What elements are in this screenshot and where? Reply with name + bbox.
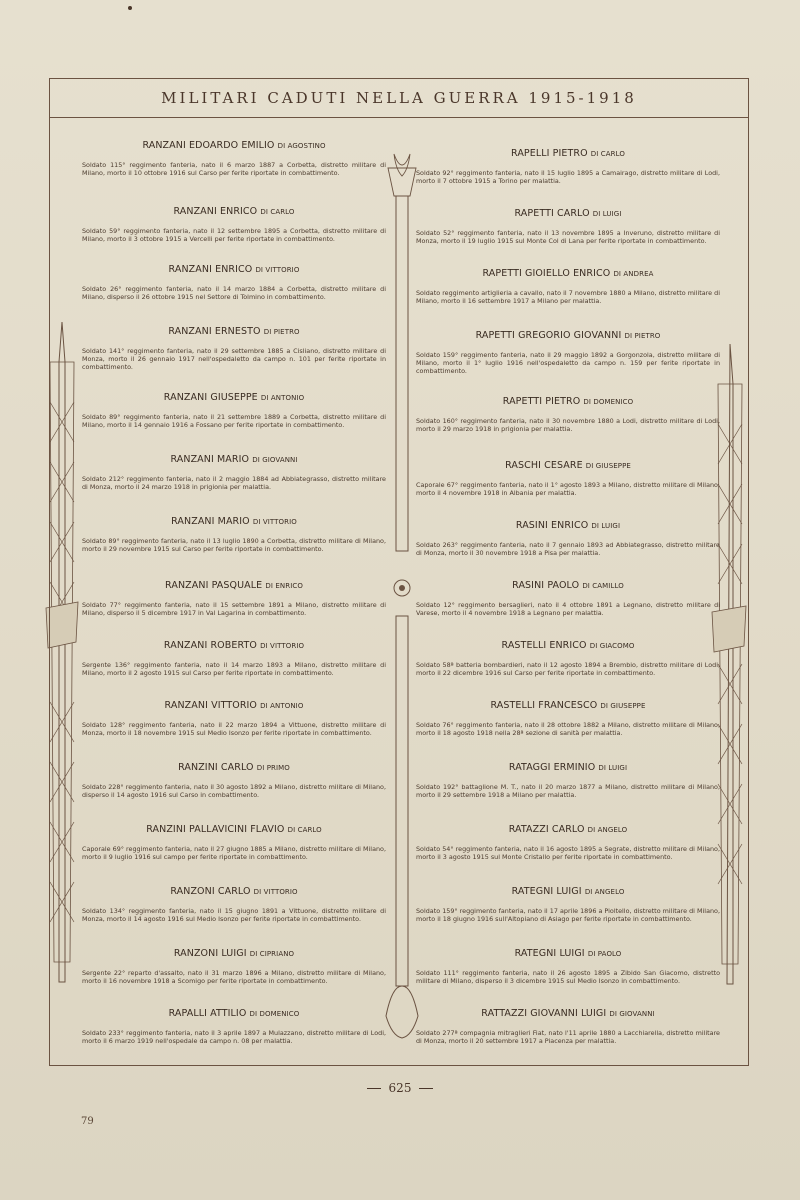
casualty-entry [82,580,386,617]
casualty-entry [416,948,720,985]
casualty-record: Sergente 22° reparto d'assalto, nato il 31 marzo 1896 a Milano, distretto militare di Milano, morto il 16 novembre 1918 a Scomigo per ferite riportate in combattimento. [82,969,386,985]
casualty-record: Soldato 233° reggimento fanteria, nato il 3 aprile 1897 a Mulazzano, distretto militare di Lodi, morto il 6 marzo 1919 nell'ospedale da campo n. 08 per malattia. [82,1029,386,1045]
father-text: DI GIACOMO [589,642,635,650]
name-text: RANZANI MARIO [170,454,250,465]
father-text: DI ANTONIO [260,394,305,402]
casualty-name [82,516,386,527]
casualty-name [416,824,720,835]
casualty-record: Soldato 12° reggimento bersaglieri, nato il 4 ottobre 1891 a Legnano, distretto militare di Varese, morto il 4 novembre 1918 a Legnano per malattia. [416,601,720,617]
father-text: DI GIUSEPPE [600,702,646,710]
casualty-name [416,580,720,591]
casualty-name [416,640,720,651]
name-text: RANZANI GIUSEPPE [163,392,258,403]
casualty-entry [416,520,720,557]
casualty-name [82,640,386,651]
casualty-entry [416,886,720,923]
name-text: RASTELLI FRANCESCO [490,700,598,711]
casualty-record: Soldato 159° reggimento fanteria, nato il 29 maggio 1892 a Gorgonzola, distretto militare di Milano, morto il 1° luglio 1916 nell'ospedaletto da campo n. 159 per ferite riportate in combattimento. [416,351,720,375]
father-text: DI LUIGI [598,764,628,772]
name-text: RATEGNI LUIGI [514,948,585,959]
father-text: DI ANTONIO [260,702,304,710]
casualty-name [416,948,720,959]
father-text: DI CARLO [287,826,322,834]
casualty-record: Soldato 76° reggimento fanteria, nato il 28 ottobre 1882 a Milano, distretto militare di Milano, morto il 18 agosto 1918 nella 28ª sezione di sanità per malattia. [416,721,720,737]
name-text: RAPETTI PIETRO [502,396,581,407]
father-text: DI CAMILLO [582,582,624,590]
father-text: DI GIOVANNI [252,456,298,464]
father-text: DI CARLO [590,150,625,158]
father-text: DI VITTORIO [252,518,297,526]
folio-number: 79 [81,1116,94,1127]
casualty-entry [82,326,386,371]
name-text: RANZANI EDOARDO EMILIO [142,140,275,151]
casualty-record: Soldato 277ª compagnia mitraglieri Fiat, nato l'11 aprile 1880 a Lacchiarella, distretto militare di Monza, morto il 20 settembre 1917 a Piacenza per malattia. [416,1029,720,1045]
name-text: RAPETTI CARLO [514,208,590,219]
father-text: DI PAOLO [587,950,622,958]
casualty-name [416,700,720,711]
casualty-entry [82,762,386,799]
casualty-record: Soldato 92° reggimento fanteria, nato il 15 luglio 1895 a Camairago, distretto militare di Lodi, morto il 7 ottobre 1915 a Torino per malattia. [416,169,720,185]
casualty-entry [82,1008,386,1045]
casualty-name [82,886,386,897]
name-text: RANZANI ROBERTO [163,640,257,651]
casualty-name [82,140,386,151]
casualty-name [416,268,720,279]
casualty-entry [416,640,720,677]
casualty-entry [416,762,720,799]
casualty-record: Soldato 77° reggimento fanteria, nato il 15 settembre 1891 a Milano, distretto militare di Milano, disperso il 5 dicembre 1917 in Val Lagarina in combattimento. [82,601,386,617]
casualty-record: Soldato 160° reggimento fanteria, nato il 30 novembre 1880 a Lodi, distretto militare di Lodi, morto il 29 marzo 1918 in prigionia per malattia. [416,417,720,433]
casualty-record: Soldato 89° reggimento fanteria, nato il 21 settembre 1889 a Corbetta, distretto militare di Milano, morto il 14 gennaio 1916 a Fossano per ferite riportate in combattimento. [82,413,386,429]
casualty-entry [82,140,386,177]
casualty-entry [82,640,386,677]
casualty-record: Soldato 26° reggimento fanteria, nato il 14 marzo 1884 a Corbetta, distretto militare di Milano, disperso il 26 ottobre 1915 nel Settore di Tolmino in combattimento. [82,285,386,301]
casualty-entry [416,268,720,305]
casualty-entry [82,264,386,301]
name-text: RANZANI MARIO [171,516,250,527]
father-text: DI ENRICO [265,582,303,590]
name-text: RAPELLI PIETRO [511,148,588,159]
casualty-entry [416,1008,720,1045]
name-text: RANZINI CARLO [178,762,254,773]
father-text: DI PIETRO [263,328,300,336]
father-text: DI CIPRIANO [249,950,295,958]
casualty-entry [82,948,386,985]
casualty-record: Caporale 69° reggimento fanteria, nato il 27 giugno 1885 a Milano, distretto militare di Milano, morto il 9 luglio 1916 sul campo per ferite riportate in combattimento. [82,845,386,861]
name-text: RATTAZZI GIOVANNI LUIGI [481,1008,607,1019]
father-text: DI GIUSEPPE [585,462,631,470]
casualty-record: Soldato 59° reggimento fanteria, nato il 12 settembre 1895 a Corbetta, distretto militare di Milano, morto il 3 ottobre 1915 a Vercelli per ferite riportate in combattimento. [82,227,386,243]
ink-speck [128,6,132,10]
father-text: DI VITTORIO [253,888,298,896]
casualty-entry [416,148,720,185]
name-text: RANZANI ENRICO [168,264,253,275]
father-text: DI LUIGI [591,522,621,530]
casualty-name [82,206,386,217]
casualty-entry [82,206,386,243]
father-text: DI GIOVANNI [609,1010,655,1018]
casualty-entry [416,580,720,617]
father-text: DI VITTORIO [255,266,300,274]
name-text: RAPETTI GREGORIO GIOVANNI [475,330,622,341]
casualty-entry [82,392,386,429]
casualty-name [82,700,386,711]
casualty-record: Soldato 58ª batteria bombardieri, nato il 12 agosto 1894 a Brembio, distretto militare di Lodi, morto il 22 dicembre 1916 sul Carso per ferite riportate in combattimento. [416,661,720,677]
father-text: DI DOMENICO [583,398,634,406]
casualty-name [416,460,720,471]
name-text: RAPETTI GIOIELLO ENRICO [482,268,611,279]
casualty-entry [416,330,720,375]
casualty-entry [416,396,720,433]
page-number-line [0,1081,800,1095]
casualty-entry [82,886,386,923]
name-text: RATEGNI LUIGI [511,886,582,897]
casualty-record: Soldato 89° reggimento fanteria, nato il 13 luglio 1890 a Corbetta, distretto militare di Milano, morto il 29 novembre 1915 sul Carso per ferite riportate in combattimento. [82,537,386,553]
casualty-record: Soldato 192° battaglione M. T., nato il 20 marzo 1877 a Milano, distretto militare di Milano, morto il 29 settembre 1918 a Milano per malattia. [416,783,720,799]
father-text: DI CARLO [260,208,295,216]
title-bar [50,79,748,118]
casualty-name [416,886,720,897]
casualty-record: Soldato 134° reggimento fanteria, nato il 15 giugno 1891 a Vittuone, distretto militare di Monza, morto il 14 agosto 1916 sul Medio Isonzo per ferite riportate in combattimento. [82,907,386,923]
name-text: RANZINI PALLAVICINI FLAVIO [146,824,285,835]
dash-left [367,1088,381,1089]
casualty-name [416,208,720,219]
casualty-name [82,762,386,773]
casualty-name [82,580,386,591]
father-text: DI VITTORIO [260,642,305,650]
casualty-name [416,396,720,407]
casualty-name [82,326,386,337]
name-text: RANZANI ENRICO [173,206,258,217]
casualty-entry [82,824,386,861]
father-text: DI PIETRO [624,332,661,340]
casualty-record: Caporale 67° reggimento fanteria, nato il 1° agosto 1893 a Milano, distretto militare di Milano, morto il 4 novembre 1918 in Albania per malattia. [416,481,720,497]
name-text: RANZONI CARLO [170,886,251,897]
casualty-entry [416,208,720,245]
father-text: DI AGOSTINO [277,142,326,150]
casualty-entry [416,700,720,737]
name-text: RATAGGI ERMINIO [508,762,596,773]
casualty-name [416,520,720,531]
casualty-name [82,392,386,403]
casualty-record: Soldato reggimento artiglieria a cavallo, nato il 7 novembre 1880 a Milano, distretto militare di Milano, morto il 16 settembre 1917 a Milano per malattia. [416,289,720,305]
casualty-record: Soldato 141° reggimento fanteria, nato il 29 settembre 1885 a Cisliano, distretto militare di Monza, morto il 26 gennaio 1917 nell'ospedaletto da campo n. 101 per ferite riportate in combattimento. [82,347,386,371]
name-text: RASINI PAOLO [512,580,580,591]
name-text: RASINI ENRICO [515,520,589,531]
casualty-name [82,264,386,275]
casualty-entry [82,516,386,553]
casualty-name [416,762,720,773]
father-text: DI LUIGI [592,210,622,218]
name-text: RASCHI CESARE [505,460,583,471]
name-text: RANZONI LUIGI [173,948,247,959]
page-title: MILITARI CADUTI NELLA GUERRA 1915-1918 [161,89,637,107]
dash-right [419,1088,433,1089]
casualty-record: Soldato 228° reggimento fanteria, nato il 30 agosto 1892 a Milano, distretto militare di Milano, disperso il 14 agosto 1916 sul Carso in combattimento. [82,783,386,799]
casualty-name [416,330,720,341]
name-text: RATAZZI CARLO [508,824,585,835]
casualty-name [416,1008,720,1019]
casualty-entry [82,700,386,737]
casualty-record: Soldato 159° reggimento fanteria, nato il 17 aprile 1896 a Pioltello, distretto militare di Milano, morto il 18 giugno 1916 sull'Altopiano di Asiago per ferite riportate in combattimento. [416,907,720,923]
father-text: DI DOMENICO [249,1010,300,1018]
casualty-record: Soldato 111° reggimento fanteria, nato il 26 agosto 1895 a Zibido San Giacomo, distretto militare di Milano, disperso il 3 dicembre 1915 sul Medio Isonzo in combattimento. [416,969,720,985]
casualty-name [82,1008,386,1019]
name-text: RANZANI VITTORIO [164,700,257,711]
casualty-record: Soldato 54° reggimento fanteria, nato il 16 agosto 1895 a Segrate, distretto militare di Milano, morto il 3 agosto 1915 sul Monte Cristallo per ferite riportate in combattimento. [416,845,720,861]
name-text: RASTELLI ENRICO [501,640,587,651]
casualty-entry [416,824,720,861]
father-text: DI ANDREA [613,270,654,278]
father-text: DI ANGELO [584,888,625,896]
casualty-name [82,824,386,835]
casualty-record: Soldato 115° reggimento fanteria, nato il 6 marzo 1887 a Corbetta, distretto militare di Milano, morto il 10 ottobre 1916 sul Carso per ferite riportate in combattimento. [82,161,386,177]
casualty-record: Soldato 128° reggimento fanteria, nato il 22 marzo 1894 a Vittuone, distretto militare di Monza, morto il 18 novembre 1915 sul Medio Isonzo per ferite riportate in combattimento. [82,721,386,737]
name-text: RAPALLI ATTILIO [168,1008,247,1019]
father-text: DI PRIMO [256,764,290,772]
casualty-record: Sergente 136° reggimento fanteria, nato il 14 marzo 1893 a Milano, distretto militare di Milano, morto il 2 agosto 1915 sul Carso per ferite riportate in combattimento. [82,661,386,677]
page-number: 625 [388,1081,412,1095]
casualty-record: Soldato 263° reggimento fanteria, nato il 7 gennaio 1893 ad Abbiategrasso, distretto militare di Monza, morto il 30 novembre 1918 a Pisa per malattia. [416,541,720,557]
name-text: RANZANI PASQUALE [165,580,263,591]
casualty-name [82,454,386,465]
casualty-record: Soldato 212° reggimento fanteria, nato il 2 maggio 1884 ad Abbiategrasso, distretto militare di Monza, morto il 24 marzo 1918 in prigionia per malattia. [82,475,386,491]
casualty-entry [82,454,386,491]
casualty-entry [416,460,720,497]
casualty-name [416,148,720,159]
casualty-name [82,948,386,959]
name-text: RANZANI ERNESTO [168,326,261,337]
father-text: DI ANGELO [587,826,628,834]
casualty-record: Soldato 52° reggimento fanteria, nato il 13 novembre 1895 a Inveruno, distretto militare di Monza, morto il 19 luglio 1915 sul Monte Col di Lana per ferite riportate in combattimento. [416,229,720,245]
